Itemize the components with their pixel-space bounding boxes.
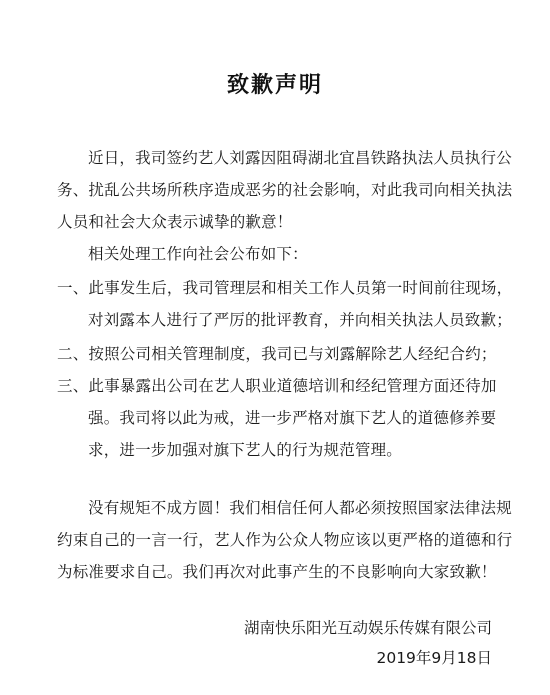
paragraph-1-line-3: 人员和社会大众表示诚挚的歉意！ (57, 213, 293, 231)
paragraph-2-line-3: 为标准要求自己。我们再次对此事产生的不良影响向大家致歉！ (57, 563, 497, 581)
document-title: 致歉声明 (226, 73, 323, 98)
item-3-line-2: 强。我司将以此为戒，进一步严格对旗下艺人的道德修养要 (88, 409, 497, 427)
item-2-line: 二、按照公司相关管理制度，我司已与刘露解除艺人经纪合约； (57, 345, 497, 363)
signature-date: 2019年9月18日 (376, 649, 492, 667)
paragraph-2-line-1: 没有规矩不成方圆！我们相信任何人都必须按照国家法律法规 (88, 499, 512, 517)
intro-line: 相关处理工作向社会公布如下： (88, 245, 308, 263)
paragraph-1-line-1: 近日，我司签约艺人刘露因阻碍湖北宜昌铁路执法人员执行公 (88, 149, 512, 167)
item-1-line-1: 一、此事发生后，我司管理层和相关工作人员第一时间前往现场， (57, 279, 513, 297)
item-3-line-3: 求，进一步加强对旗下艺人的行为规范管理。 (88, 441, 403, 459)
item-1-line-2: 对刘露本人进行了严厉的批评教育，并向相关执法人员致歉； (88, 311, 512, 329)
item-3-line-1: 三、此事暴露出公司在艺人职业道德培训和经纪管理方面还待加 (57, 377, 497, 395)
signature-company: 湖南快乐阳光互动娱乐传媒有限公司 (243, 619, 492, 637)
paragraph-1-line-2: 务、扰乱公共场所秩序造成恶劣的社会影响，对此我司向相关执法 (57, 181, 513, 199)
paragraph-2-line-2: 约束自己的一言一行，艺人作为公众人物应该以更严格的道德和行 (57, 531, 513, 549)
